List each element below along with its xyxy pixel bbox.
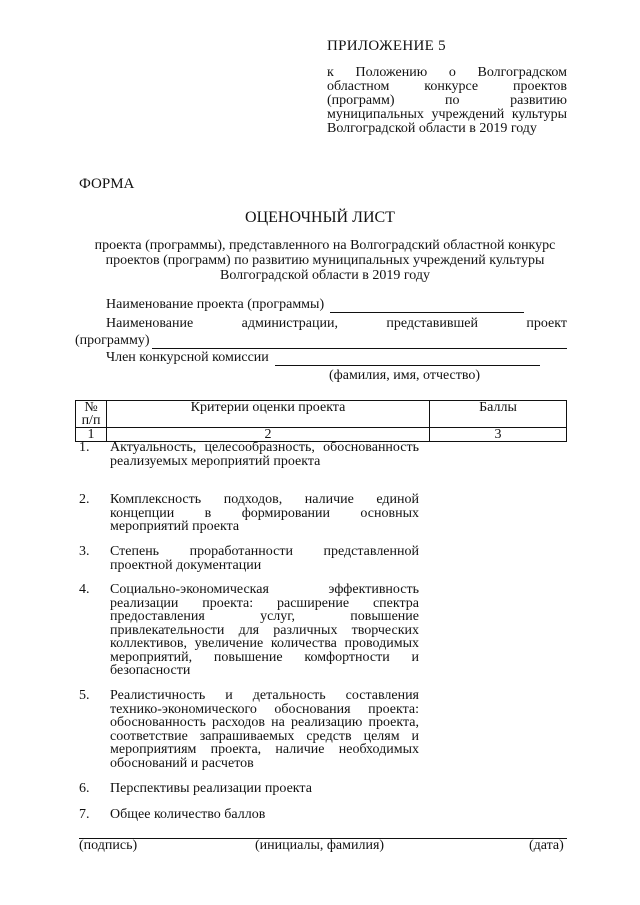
criteria-table	[75, 400, 567, 442]
administration-row	[79, 316, 567, 332]
list-item	[79, 493, 419, 545]
administration-word-3: представившей	[386, 316, 478, 331]
administration-word-2: администрации,	[241, 316, 338, 331]
list-item-text: Комплексность подходов, наличие единой концепции в формировании основных мероприятий проекта	[110, 492, 419, 534]
administration-row-2	[75, 333, 567, 349]
list-item-text: Перспективы реализации проекта	[110, 781, 312, 796]
list-item-number: 1.	[79, 440, 90, 455]
project-name-row	[79, 297, 567, 313]
administration-word-5: (программу)	[75, 333, 150, 348]
administration-word-1: Наименование	[106, 316, 194, 331]
list-item-text: Актуальность, целесообразность, обоснованность реализуемых мероприятий проекта	[110, 440, 419, 469]
list-item	[79, 441, 419, 493]
col-num-label: № п/п	[81, 400, 101, 428]
signature-label: (подпись)	[79, 838, 138, 853]
appendix-title: ПРИЛОЖЕНИЕ 5	[327, 38, 446, 54]
list-item	[79, 583, 419, 689]
initials-label: (инициалы, фамилия)	[255, 838, 385, 853]
list-item	[79, 689, 419, 782]
col-criteria-index: 2	[107, 428, 430, 442]
list-item	[79, 782, 419, 808]
col-num-header	[76, 401, 107, 428]
criteria-table-header	[76, 401, 567, 428]
appendix-reference: к Положению о Волгоградском областном конкурсе проектов (программ) по развитию муниципальных учреждений культуры Волгоградской области в 2019 году	[327, 65, 567, 136]
document-subtitle: проекта (программы), представленного на Волгоградский областной конкурс проектов (программ) по развитию муниципальных учреждений культуры Волгоградской области в 2019 году	[94, 238, 556, 283]
project-name-label: Наименование проекта (программы)	[106, 297, 325, 312]
member-line	[275, 351, 540, 366]
col-criteria-header: Критерии оценки проекта	[107, 401, 430, 428]
list-item	[79, 545, 419, 583]
col-num-index: 1	[76, 428, 107, 442]
administration-word-4: проект	[526, 316, 567, 331]
criteria-list	[79, 441, 419, 828]
list-item-number: 4.	[79, 582, 90, 597]
administration-line	[152, 334, 568, 349]
list-item	[79, 808, 419, 828]
member-hint: (фамилия, имя, отчество)	[329, 368, 481, 383]
member-row	[79, 350, 567, 366]
list-item-number: 3.	[79, 544, 90, 559]
list-item-text: Степень проработанности представленной проектной документации	[110, 544, 419, 573]
list-item-text: Общее количество баллов	[110, 807, 266, 822]
member-label: Член конкурсной комиссии	[106, 350, 269, 365]
list-item-text: Социально-экономическая эффективность реализации проекта: расширение спектра предоставления услуг, повышение привлекательности для различных творческих коллективов, увеличение количества проводимых мероприятий, повышение комфортности и безопасности	[110, 582, 419, 678]
col-score-index: 3	[430, 428, 567, 442]
list-item-number: 2.	[79, 492, 90, 507]
list-item-number: 7.	[79, 807, 90, 822]
col-score-header: Баллы	[430, 401, 567, 428]
date-label: (дата)	[529, 838, 564, 853]
list-item-number: 5.	[79, 688, 90, 703]
project-name-line	[330, 298, 524, 313]
list-item-text: Реалистичность и детальность составления технико-экономического обоснования проекта: обоснованность расходов на реализацию проекта, соответствие запрашиваемых средств целям и мероприятиям проекта, наличие необходимых обоснований и расчетов	[110, 688, 419, 771]
form-label: ФОРМА	[79, 176, 135, 192]
list-item-number: 6.	[79, 781, 90, 796]
document-title: ОЦЕНОЧНЫЙ ЛИСТ	[245, 209, 395, 226]
